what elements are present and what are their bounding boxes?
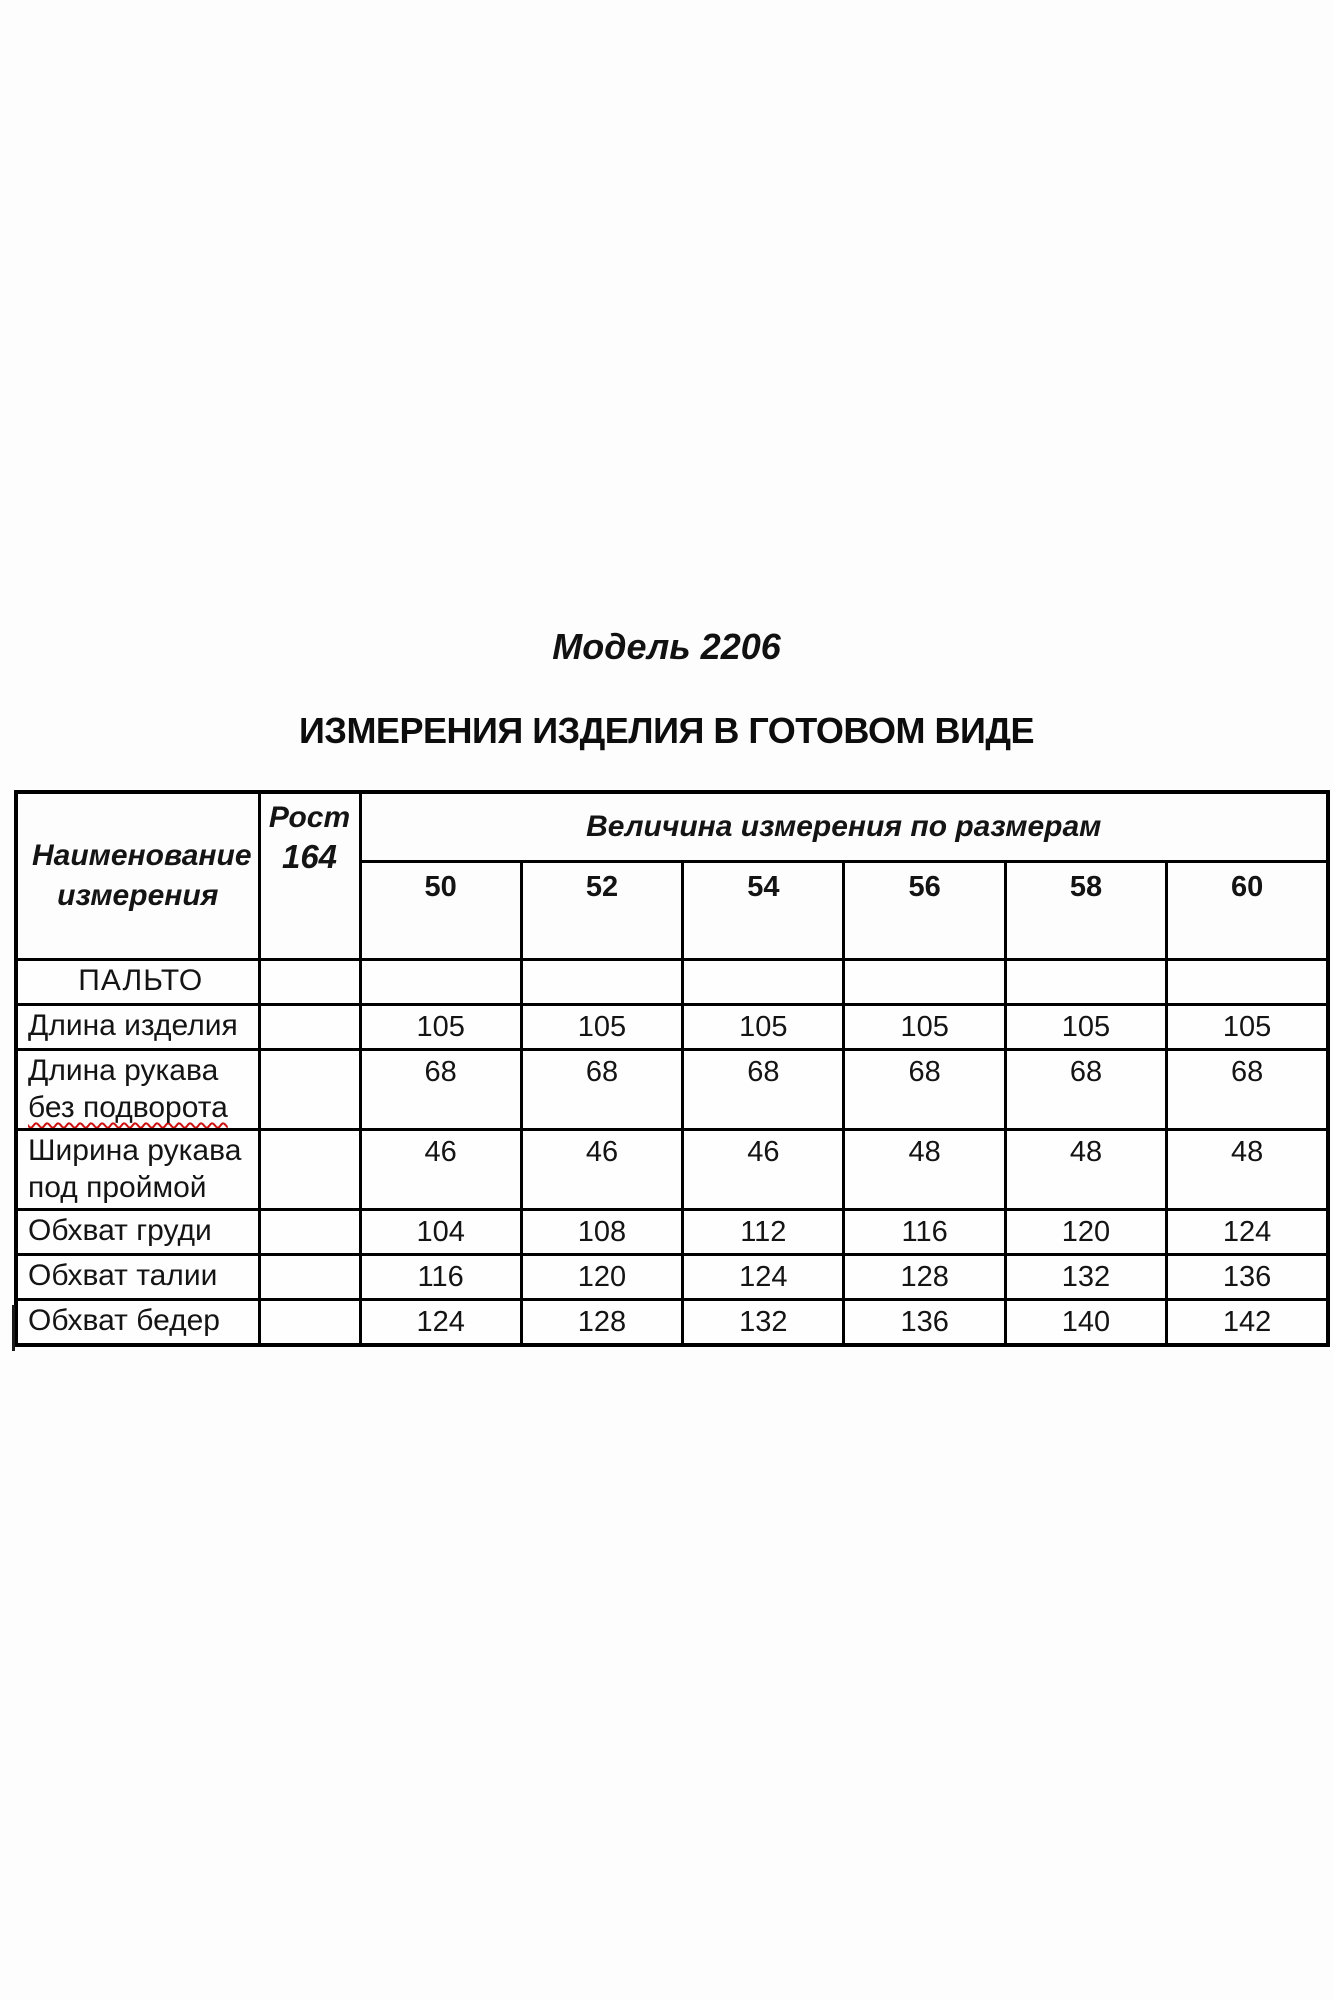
table-body xyxy=(16,960,1328,1346)
value-cell: 105 xyxy=(1005,1005,1166,1050)
value-cell: 120 xyxy=(1005,1210,1166,1255)
size-header-cell: 60 xyxy=(1167,862,1328,960)
value-cell: 142 xyxy=(1167,1300,1328,1346)
label-line: под проймой xyxy=(28,1171,207,1204)
value-cell: 68 xyxy=(1005,1050,1166,1130)
row-label xyxy=(16,960,259,1005)
table-row xyxy=(16,1300,1328,1346)
table-row xyxy=(16,1130,1328,1210)
value-cell: 68 xyxy=(1167,1050,1328,1130)
label-line: Обхват бедер xyxy=(28,1304,220,1337)
value-cell: 132 xyxy=(1005,1255,1166,1300)
value-cell: 68 xyxy=(521,1050,682,1130)
value-cell: 48 xyxy=(844,1130,1005,1210)
value-cell: 116 xyxy=(360,1255,521,1300)
height-column-cell xyxy=(259,1255,360,1300)
size-header-cell: 50 xyxy=(360,862,521,960)
value-cell: 108 xyxy=(521,1210,682,1255)
label-line: Длина изделия xyxy=(28,1009,238,1042)
row-label xyxy=(16,1300,259,1346)
height-value: 164 xyxy=(281,838,338,875)
value-cell: 105 xyxy=(360,1005,521,1050)
value-cell: 68 xyxy=(360,1050,521,1130)
value-cell xyxy=(360,960,521,1005)
header-height-column xyxy=(259,792,360,960)
height-column-cell xyxy=(259,1300,360,1346)
value-cell: 68 xyxy=(844,1050,1005,1130)
value-cell: 120 xyxy=(521,1255,682,1300)
value-cell: 116 xyxy=(844,1210,1005,1255)
value-cell xyxy=(1005,960,1166,1005)
measurements-table xyxy=(14,790,1330,1347)
value-cell: 46 xyxy=(360,1130,521,1210)
value-cell: 46 xyxy=(683,1130,844,1210)
value-cell: 128 xyxy=(521,1300,682,1346)
value-cell: 136 xyxy=(1167,1255,1328,1300)
size-header-cell: 58 xyxy=(1005,862,1166,960)
height-label: Рост xyxy=(268,801,351,834)
row-label xyxy=(16,1210,259,1255)
table-row xyxy=(16,1005,1328,1050)
value-cell xyxy=(1167,960,1328,1005)
table-row xyxy=(16,960,1328,1005)
size-header-cell: 54 xyxy=(683,862,844,960)
value-cell: 48 xyxy=(1005,1130,1166,1210)
value-cell: 105 xyxy=(844,1005,1005,1050)
height-column-cell xyxy=(259,1130,360,1210)
header-row-top xyxy=(16,792,1328,862)
value-cell: 104 xyxy=(360,1210,521,1255)
table-row xyxy=(16,1210,1328,1255)
label-line xyxy=(28,1089,254,1126)
label-line: Ширина рукава xyxy=(28,1134,242,1167)
height-column-cell xyxy=(259,1050,360,1130)
value-cell xyxy=(521,960,682,1005)
document-heading: ИЗМЕРЕНИЯ ИЗДЕЛИЯ В ГОТОВОМ ВИДЕ xyxy=(299,710,1034,751)
value-cell: 140 xyxy=(1005,1300,1166,1346)
misspelled-text: без подворота xyxy=(28,1091,228,1124)
value-cell: 132 xyxy=(683,1300,844,1346)
value-cell xyxy=(844,960,1005,1005)
label-line: Обхват талии xyxy=(28,1259,218,1292)
row-label xyxy=(16,1050,259,1130)
table-row xyxy=(16,1255,1328,1300)
value-cell: 105 xyxy=(1167,1005,1328,1050)
header-name-column: Наименование измерения xyxy=(16,792,259,960)
value-cell: 46 xyxy=(521,1130,682,1210)
row-label xyxy=(16,1130,259,1210)
text-cursor xyxy=(12,1305,15,1351)
value-cell: 112 xyxy=(683,1210,844,1255)
header-sizes-group: Величина измерения по размерам xyxy=(360,792,1328,862)
row-label xyxy=(16,1255,259,1300)
size-header-cell: 52 xyxy=(521,862,682,960)
value-cell: 124 xyxy=(683,1255,844,1300)
table-row xyxy=(16,1050,1328,1130)
height-column-cell xyxy=(259,960,360,1005)
value-cell: 105 xyxy=(683,1005,844,1050)
label-line: Обхват груди xyxy=(28,1214,212,1247)
value-cell xyxy=(683,960,844,1005)
value-cell: 68 xyxy=(683,1050,844,1130)
row-label xyxy=(16,1005,259,1050)
height-column-cell xyxy=(259,1005,360,1050)
value-cell: 48 xyxy=(1167,1130,1328,1210)
size-header-cell: 56 xyxy=(844,862,1005,960)
table-header xyxy=(16,792,1328,960)
value-cell: 124 xyxy=(1167,1210,1328,1255)
value-cell: 105 xyxy=(521,1005,682,1050)
height-column-cell xyxy=(259,1210,360,1255)
value-cell: 128 xyxy=(844,1255,1005,1300)
model-title: Модель 2206 xyxy=(552,626,781,667)
label-line: Длина рукава xyxy=(28,1054,219,1087)
value-cell: 124 xyxy=(360,1300,521,1346)
value-cell: 136 xyxy=(844,1300,1005,1346)
label-line: ПАЛЬТО xyxy=(78,964,204,997)
